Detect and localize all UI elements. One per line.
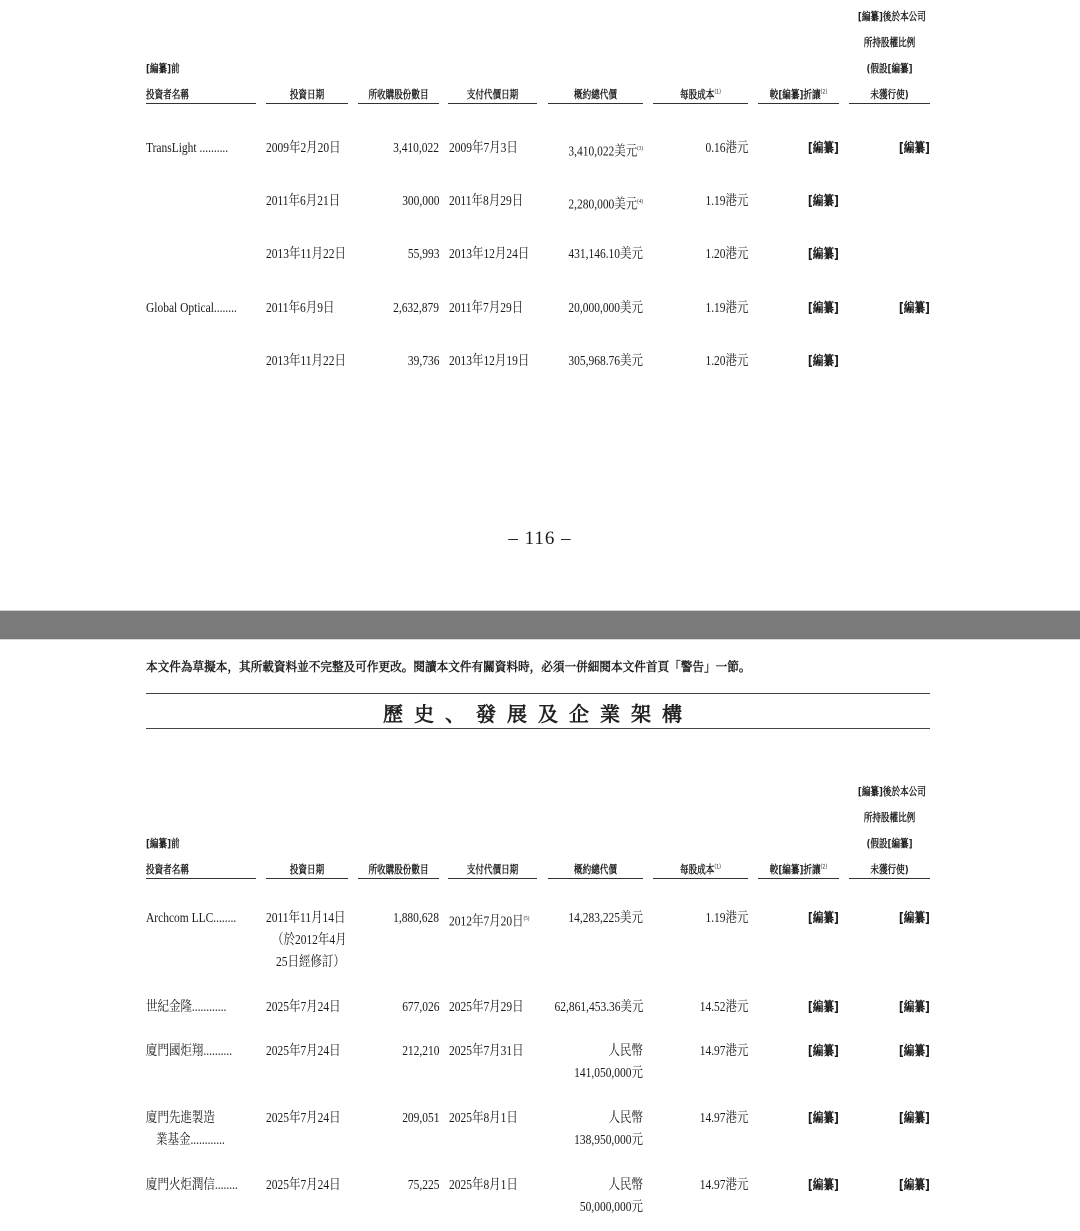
header-cost-per-share <box>663 861 737 877</box>
header-underline <box>548 103 643 104</box>
investment-date: 2011年11月14日 <box>266 911 346 926</box>
investment-date: 2013年11月22日 <box>266 354 346 369</box>
payment-date: 2025年8月1日 <box>449 1111 518 1126</box>
header-cost-label: 每股成本 <box>680 863 715 876</box>
header-holding-line3: (假設[編纂] <box>866 62 913 75</box>
footnote-marker: (5) <box>523 916 530 922</box>
title-rule-top <box>146 693 930 694</box>
total-consideration <box>568 191 643 217</box>
total-consideration-amount: 141,050,000元 <box>574 1066 643 1081</box>
holding-redacted: [編纂] <box>898 1111 930 1126</box>
total-consideration: 20,000,000美元 <box>568 301 643 316</box>
discount-redacted: [編纂] <box>807 247 839 262</box>
header-underline <box>849 103 930 104</box>
holding-redacted: [編纂] <box>898 1178 930 1193</box>
holding-redacted: [編纂] <box>898 301 930 316</box>
header-holding-line2: 所持股權比例 <box>863 811 916 824</box>
holding-redacted: [編纂] <box>898 1044 930 1059</box>
payment-date: 2025年7月29日 <box>449 1000 524 1015</box>
page-separator <box>0 610 1080 640</box>
header-holding-line1: [編纂]後於本公司 <box>857 10 926 23</box>
payment-date: 2013年12月24日 <box>449 247 530 262</box>
footnote-marker: (2) <box>820 88 828 96</box>
investment-date: 2025年7月24日 <box>266 1178 341 1193</box>
header-total-consideration: 概約總代價 <box>574 863 617 876</box>
header-underline <box>448 103 537 104</box>
payment-date: 2011年8月29日 <box>449 194 524 209</box>
investor-name: Archcom LLC........ <box>146 911 237 926</box>
investor-name: 廈門國炬翔.......... <box>146 1044 233 1059</box>
investment-date-note: （於2012年4月 <box>272 933 347 948</box>
discount-redacted: [編纂] <box>807 354 839 369</box>
shares-acquired: 39,736 <box>407 354 439 369</box>
header-underline <box>266 103 348 104</box>
header-total-consideration: 概約總代價 <box>574 88 617 101</box>
investor-name: 廈門先進製造 <box>146 1111 215 1126</box>
discount-redacted: [編纂] <box>807 301 839 316</box>
title-rule-bottom <box>146 728 930 729</box>
header-discount-label: 較[編纂]折讓 <box>769 863 821 876</box>
total-consideration <box>568 138 643 164</box>
cost-per-share: 0.16港元 <box>704 141 748 156</box>
footnote-marker: (3) <box>637 146 643 152</box>
shares-acquired: 300,000 <box>401 194 439 209</box>
cost-per-share: 14.97港元 <box>699 1044 748 1059</box>
total-consideration-currency: 人民幣 <box>608 1044 643 1059</box>
header-underline <box>266 878 348 879</box>
shares-acquired: 2,632,879 <box>393 301 439 316</box>
payment-date-value: 2012年7月20日 <box>449 914 524 930</box>
header-investment-date: 投資日期 <box>289 863 325 876</box>
footnote-marker: (2) <box>820 863 828 871</box>
cost-per-share: 14.97港元 <box>699 1111 748 1126</box>
header-investor-name: 投資者名稱 <box>146 863 189 876</box>
investment-date: 2011年6月21日 <box>266 194 341 209</box>
page-number: – 116 – <box>508 528 572 549</box>
total-consideration-amount: 50,000,000元 <box>579 1200 643 1215</box>
cost-per-share: 1.19港元 <box>704 911 748 926</box>
shares-acquired: 3,410,022 <box>393 141 439 156</box>
investment-date: 2013年11月22日 <box>266 247 346 262</box>
discount-redacted: [編纂] <box>807 1044 839 1059</box>
investment-date: 2009年2月20日 <box>266 141 341 156</box>
discount-redacted: [編纂] <box>807 141 839 156</box>
header-holding-line4: 未獲行使) <box>870 863 909 876</box>
total-consideration: 62,861,453.36美元 <box>554 1000 643 1015</box>
holding-redacted: [編纂] <box>898 141 930 156</box>
header-investor-name: 投資者名稱 <box>146 88 189 101</box>
header-underline <box>358 878 439 879</box>
consideration-value: 2,280,000美元 <box>568 197 638 213</box>
header-shares-acquired: 所收購股份數目 <box>368 863 429 876</box>
header-underline <box>653 878 748 879</box>
investment-date: 2025年7月24日 <box>266 1044 341 1059</box>
discount-redacted: [編纂] <box>807 1000 839 1015</box>
header-underline <box>653 103 748 104</box>
investment-date: 2025年7月24日 <box>266 1000 341 1015</box>
header-holding-line4: 未獲行使) <box>870 88 909 101</box>
header-investor-line1: [編纂]前 <box>146 62 180 75</box>
discount-redacted: [編纂] <box>807 1178 839 1193</box>
investment-date-note: 25日經修訂） <box>276 955 345 970</box>
total-consideration-currency: 人民幣 <box>608 1178 643 1193</box>
holding-redacted: [編纂] <box>898 1000 930 1015</box>
cost-per-share: 14.97港元 <box>699 1178 748 1193</box>
investor-name-cont: 業基金............ <box>156 1133 225 1148</box>
payment-date: 2025年7月31日 <box>449 1044 524 1059</box>
investor-name: Global Optical........ <box>146 301 237 316</box>
investor-name: 世紀金隆............ <box>146 1000 227 1015</box>
investor-name: TransLight .......... <box>146 141 229 156</box>
header-payment-date: 支付代價日期 <box>466 88 519 101</box>
cost-per-share: 1.19港元 <box>704 194 748 209</box>
shares-acquired: 1,880,628 <box>393 911 439 926</box>
header-cost-label: 每股成本 <box>680 88 715 101</box>
header-underline <box>146 103 256 104</box>
header-shares-acquired: 所收購股份數目 <box>368 88 429 101</box>
total-consideration: 305,968.76美元 <box>568 354 643 369</box>
investor-name: 廈門火炬潤信........ <box>146 1178 238 1193</box>
payment-date <box>449 908 529 934</box>
shares-acquired: 212,210 <box>401 1044 439 1059</box>
header-underline <box>548 878 643 879</box>
investment-date: 2025年7月24日 <box>266 1111 341 1126</box>
payment-date: 2009年7月3日 <box>449 141 518 156</box>
discount-redacted: [編纂] <box>807 911 839 926</box>
document-page-117 <box>0 640 1080 1231</box>
header-holding-line2: 所持股權比例 <box>863 36 916 49</box>
header-underline <box>758 878 839 879</box>
payment-date: 2025年8月1日 <box>449 1178 518 1193</box>
header-underline <box>758 103 839 104</box>
header-underline <box>849 878 930 879</box>
document-page-116 <box>0 0 1080 610</box>
header-investor-line1: [編纂]前 <box>146 837 180 850</box>
header-discount-label: 較[編纂]折讓 <box>769 88 821 101</box>
payment-date: 2013年12月19日 <box>449 354 530 369</box>
footnote-marker: (4) <box>637 199 643 205</box>
footnote-marker: (1) <box>714 863 721 871</box>
payment-date: 2011年7月29日 <box>449 301 524 316</box>
draft-disclaimer: 本文件為草擬本，其所載資料並不完整及可作更改。閱讀本文件有關資料時，必須一併細閱本文件首頁「警告」一節。 <box>146 659 751 674</box>
holding-redacted: [編纂] <box>898 911 930 926</box>
header-underline <box>358 103 439 104</box>
cost-per-share: 14.52港元 <box>699 1000 748 1015</box>
header-discount <box>767 861 830 877</box>
header-holding-line3: (假設[編纂] <box>866 837 913 850</box>
shares-acquired: 75,225 <box>407 1178 439 1193</box>
header-underline <box>146 878 256 879</box>
total-consideration: 14,283,225美元 <box>568 911 643 926</box>
cost-per-share: 1.20港元 <box>704 247 748 262</box>
section-title: 歷史、發展及企業架構 <box>383 702 693 726</box>
investment-date: 2011年6月9日 <box>266 301 335 316</box>
total-consideration-amount: 138,950,000元 <box>574 1133 643 1148</box>
header-underline <box>448 878 537 879</box>
total-consideration: 431,146.10美元 <box>568 247 643 262</box>
cost-per-share: 1.20港元 <box>704 354 748 369</box>
header-discount <box>767 86 830 102</box>
shares-acquired: 677,026 <box>401 1000 439 1015</box>
consideration-value: 3,410,022美元 <box>568 144 638 160</box>
header-cost-per-share <box>663 86 737 102</box>
discount-redacted: [編纂] <box>807 194 839 209</box>
header-investment-date: 投資日期 <box>289 88 325 101</box>
cost-per-share: 1.19港元 <box>704 301 748 316</box>
total-consideration-currency: 人民幣 <box>608 1111 643 1126</box>
header-payment-date: 支付代價日期 <box>466 863 519 876</box>
shares-acquired: 55,993 <box>407 247 439 262</box>
footnote-marker: (1) <box>714 88 721 96</box>
discount-redacted: [編纂] <box>807 1111 839 1126</box>
header-holding-line1: [編纂]後於本公司 <box>857 785 926 798</box>
shares-acquired: 209,051 <box>401 1111 439 1126</box>
